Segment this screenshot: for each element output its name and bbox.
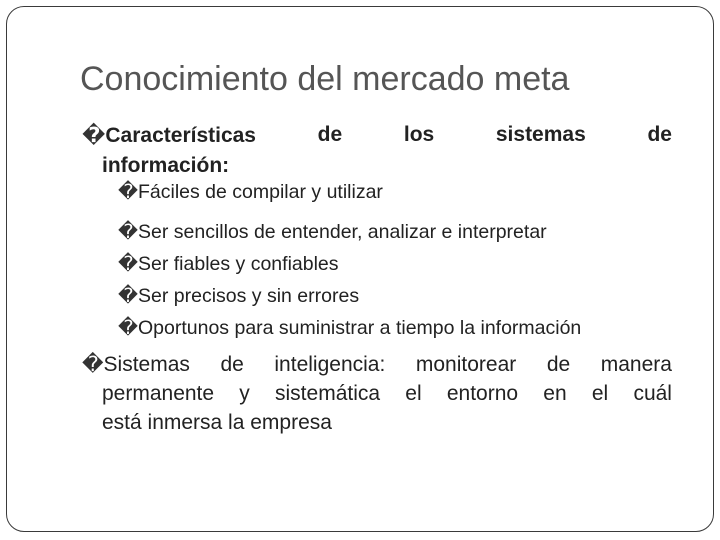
bullet-word: de	[647, 123, 672, 146]
bullet-glyph-icon: �	[118, 316, 138, 339]
sub-item: �Fáciles de compilar y utilizar	[118, 180, 383, 203]
bullet-word: entorno	[446, 382, 519, 405]
bullet-line-2	[82, 379, 672, 408]
bullet-glyph-icon: �	[82, 123, 106, 147]
slide-title: Conocimiento del mercado meta	[80, 60, 570, 98]
bullet-glyph-icon: �	[118, 284, 138, 307]
bullet-glyph-icon: �	[118, 220, 138, 243]
bullet-word: de	[220, 353, 244, 376]
bullet-word: inteligencia:	[274, 353, 386, 376]
bullet-word: de	[317, 123, 343, 146]
bullet-caracteristicas	[82, 120, 672, 181]
bullet-word: sistemas	[495, 123, 586, 146]
bullet-word: los	[403, 123, 435, 146]
bullet-line-2: información:	[102, 154, 230, 177]
bullet-word: �Sistemas	[82, 352, 190, 376]
bullet-glyph-icon: �	[118, 252, 138, 275]
bullet-line-1	[82, 350, 672, 379]
bullet-line-1	[82, 120, 672, 151]
bullet-word: el	[591, 382, 609, 405]
sub-item: �Oportunos para suministrar a tiempo la información	[118, 316, 582, 339]
bullet-word: cuál	[633, 382, 672, 405]
sub-item: �Ser precisos y sin errores	[118, 284, 360, 307]
sub-item: �Ser sencillos de entender, analizar e interpretar	[118, 220, 547, 243]
bullet-line-3: está inmersa la empresa	[102, 411, 332, 434]
bullet-word: �Características	[82, 123, 256, 147]
bullet-word: en	[543, 382, 567, 405]
bullet-word: permanente	[102, 382, 215, 405]
bullet-sistemas-inteligencia	[82, 350, 672, 437]
bullet-word: el	[405, 382, 422, 405]
sub-item: �Ser fiables y confiables	[118, 252, 339, 275]
bullet-word: manera	[600, 353, 672, 376]
bullet-word: de	[546, 353, 571, 376]
bullet-glyph-icon: �	[82, 352, 104, 376]
bullet-glyph-icon: �	[118, 180, 138, 203]
bullet-word: monitorear	[415, 353, 517, 376]
bullet-word: sistemática	[275, 382, 381, 405]
bullet-word: y	[239, 382, 250, 405]
